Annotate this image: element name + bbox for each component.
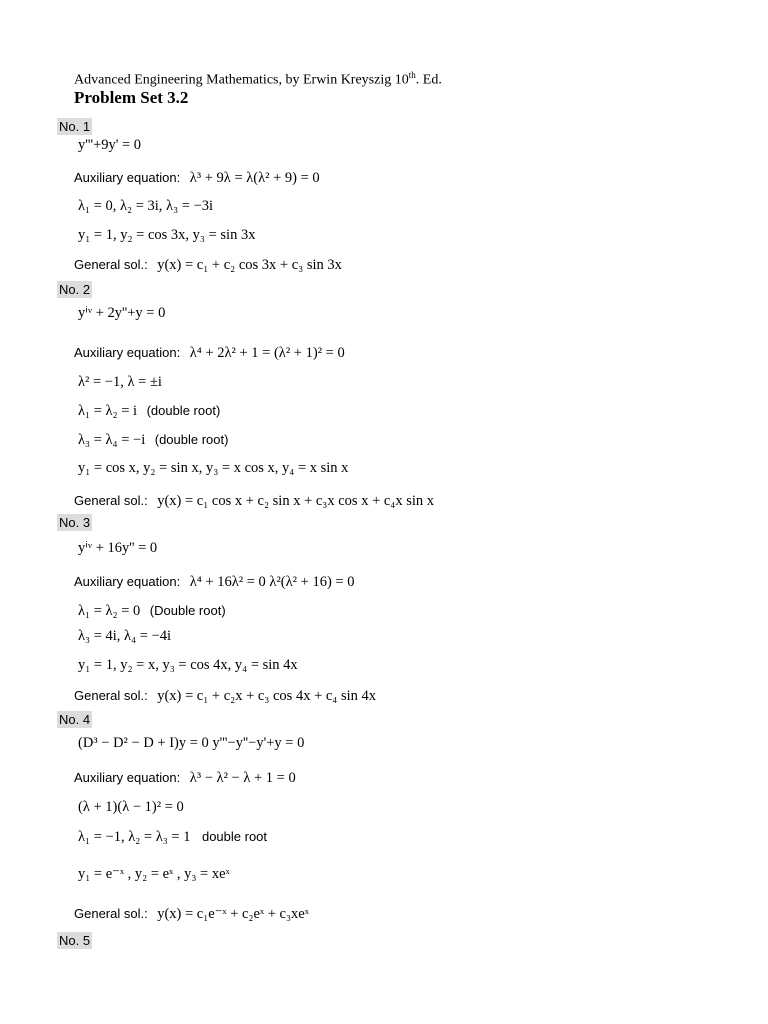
general-label: General sol.: [74,906,148,921]
problem-2-root-2: λ₃ = λ₄ = −i [78,432,146,448]
problem-4-step: (λ + 1)(λ − 1)² = 0 [78,799,184,815]
problem-4-general: y(x) = c₁e⁻ˣ + c₂eˣ + c₃xeˣ [157,906,309,922]
problem-4-general-row [74,906,309,923]
problem-number-1: No. 1 [59,119,91,134]
problem-1-basis: y₁ = 1, y₂ = cos 3x, y₃ = sin 3x [78,227,256,243]
book-reference-text: Advanced Engineering Mathematics, by Erwin Kreyszig 10 [74,72,409,88]
problem-2-general-row [74,493,434,510]
problem-3-root-2: λ₃ = 4i, λ₄ = −4i [78,628,172,644]
problem-2-aux-eq: λ⁴ + 2λ² + 1 = (λ² + 1)² = 0 [189,345,345,361]
problem-number-2: No. 2 [59,282,91,297]
aux-label: Auxiliary equation: [74,574,181,589]
double-root-note: (Double root) [149,603,226,618]
general-label: General sol.: [74,493,148,508]
double-root-note: (double root) [146,403,221,418]
problem-3-ode: yⁱᵛ + 16y'' = 0 [78,540,158,556]
problem-3-aux-row [74,574,354,591]
problem-2-basis: y₁ = cos x, y₂ = sin x, y₃ = x cos x, y₄ = x sin x [78,460,349,476]
problem-4-aux-row [74,770,296,787]
problem-1-ode: y'''+9y' = 0 [78,137,142,153]
aux-label: Auxiliary equation: [74,345,181,360]
problem-1-general-row [74,257,342,274]
book-reference-tail: . Ed. [415,72,442,88]
problem-3-root-1: λ₁ = λ₂ = 0 [78,603,141,619]
problem-4-root-row [78,829,267,846]
problem-4-aux-eq: λ³ − λ² − λ + 1 = 0 [189,770,296,786]
aux-label: Auxiliary equation: [74,170,181,185]
double-root-note: double root [201,829,268,844]
problem-1-general: y(x) = c₁ + c₂ cos 3x + c₃ sin 3x [157,257,342,273]
problem-4-basis: y₁ = e⁻ˣ , y₂ = eˣ , y₃ = xeˣ [78,866,230,882]
problem-3-basis: y₁ = 1, y₂ = x, y₃ = cos 4x, y₄ = sin 4x [78,657,298,673]
problem-4-ode: (D³ − D² − D + I)y = 0 y'''−y''−y'+y = 0 [78,735,305,751]
problem-2-general: y(x) = c₁ cos x + c₂ sin x + c₃x cos x + c₄x sin x [157,493,435,509]
page-title: Problem Set 3.2 [74,88,189,107]
double-root-note: (double root) [154,432,229,447]
problem-1-aux-eq: λ³ + 9λ = λ(λ² + 9) = 0 [189,170,320,186]
problem-2-root-row-1 [78,403,220,420]
problem-1-aux-row [74,170,320,187]
book-reference [74,70,442,89]
problem-3-root-row-1 [78,603,226,620]
problem-2-root-row-2 [78,432,228,449]
problem-2-step: λ² = −1, λ = ±i [78,374,162,390]
problem-3-general-row [74,688,376,705]
aux-label: Auxiliary equation: [74,770,181,785]
problem-number-5: No. 5 [59,933,91,948]
problem-number-4: No. 4 [59,712,91,727]
general-label: General sol.: [74,257,148,272]
general-label: General sol.: [74,688,148,703]
problem-number-3: No. 3 [59,515,91,530]
problem-3-general: y(x) = c₁ + c₂x + c₃ cos 4x + c₄ sin 4x [157,688,377,704]
problem-2-ode: yⁱᵛ + 2y''+y = 0 [78,305,166,321]
problem-2-aux-row [74,345,345,362]
problem-1-roots: λ₁ = 0, λ₂ = 3i, λ₃ = −3i [78,198,214,214]
edition-superscript: th [408,70,416,80]
problem-2-root-1: λ₁ = λ₂ = i [78,403,138,419]
problem-3-aux-eq: λ⁴ + 16λ² = 0 λ²(λ² + 16) = 0 [189,574,355,590]
problem-4-roots: λ₁ = −1, λ₂ = λ₃ = 1 [78,829,191,845]
